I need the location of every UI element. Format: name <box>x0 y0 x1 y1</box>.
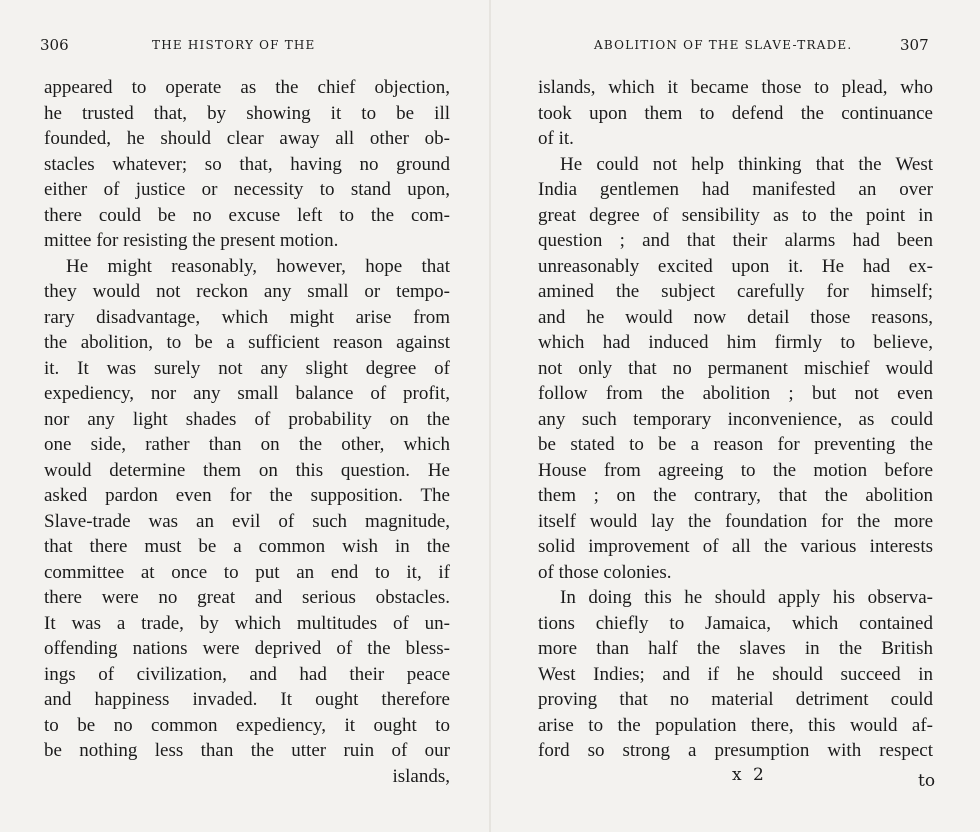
text-line: he trusted that, by showing it to be ill <box>44 102 450 124</box>
text-line: would determine them on this question. He <box>44 459 450 481</box>
text-line: them ; on the contrary, that the abolition <box>538 485 933 506</box>
text-line: ings of civilization, and had their peace <box>44 663 450 685</box>
text-line: arise to the population there, this would af- <box>538 714 933 736</box>
text-line: nor any light shades of probability on the <box>44 408 450 430</box>
text-line: India gentlemen had manifested an over <box>538 179 933 200</box>
text-line: expediency, nor any small balance of profit, <box>44 383 450 404</box>
text-line: question ; and that their alarms had been <box>538 230 933 251</box>
text-line: great degree of sensibility as to the point in <box>538 204 933 226</box>
page-number-left: 306 <box>40 36 69 54</box>
text-line: they would not reckon any small or tempo- <box>44 281 450 302</box>
text-line: unreasonably excited upon it. He had ex- <box>538 255 933 277</box>
text-line: He might reasonably, however, hope that <box>66 255 450 277</box>
text-line: solid improvement of all the various interests <box>538 536 933 557</box>
text-line: it. It was surely not any slight degree of <box>44 357 450 379</box>
text-line: one side, rather than on the other, which <box>44 434 450 455</box>
text-line: follow from the abolition ; but not even <box>538 383 933 404</box>
text-line: either of justice or necessity to stand upon, <box>44 179 450 200</box>
text-line: House from agreeing to the motion before <box>538 459 933 481</box>
text-line: more than half the slaves in the British <box>538 638 933 659</box>
text-line: It was a trade, by which multitudes of un- <box>44 612 450 634</box>
page-number-right: 307 <box>900 36 929 54</box>
text-line: Slave-trade was an evil of such magnitude, <box>44 510 450 532</box>
text-line: founded, he should clear away all other ob- <box>44 128 450 149</box>
text-line: amined the subject carefully for himself; <box>538 281 933 302</box>
text-line: the abolition, to be a sufficient reason against <box>44 332 450 353</box>
right-page-body-text <box>538 75 933 764</box>
text-line: to be no common expediency, it ought to <box>44 714 450 736</box>
text-line: tions chiefly to Jamaica, which contained <box>538 612 933 634</box>
right-page <box>490 0 980 832</box>
text-line: be stated to be a reason for preventing the <box>538 434 933 455</box>
text-line: took upon them to defend the continuance <box>538 102 933 124</box>
text-line: In doing this he should apply his observa- <box>560 587 933 608</box>
text-line: mittee for resisting the present motion. <box>44 230 339 251</box>
text-line: West Indies; and if he should succeed in <box>538 663 933 685</box>
text-line: of it. <box>538 128 574 149</box>
text-line: islands, which it became those to plead, who <box>538 77 933 98</box>
catchword-left: islands, <box>392 765 450 787</box>
left-page-body-text <box>44 75 450 789</box>
text-line: He could not help thinking that the West <box>560 153 933 175</box>
text-line: and happiness invaded. It ought therefore <box>44 689 450 710</box>
text-line: asked pardon even for the supposition. The <box>44 485 450 506</box>
signature-mark: x 2 <box>732 765 767 785</box>
text-line: rary disadvantage, which might arise from <box>44 306 450 328</box>
text-line: offending nations were deprived of the bless- <box>44 638 450 659</box>
text-line: any such temporary inconvenience, as could <box>538 408 933 430</box>
text-line: be nothing less than the utter ruin of our <box>44 740 450 761</box>
text-line: ford so strong a presumption with respect <box>538 740 933 761</box>
running-head-right: ABOLITION OF THE SLAVE-TRADE. <box>594 38 853 52</box>
text-line: appeared to operate as the chief objection, <box>44 77 450 98</box>
text-line: that there must be a common wish in the <box>44 536 450 557</box>
text-line: there could be no excuse left to the com- <box>44 204 450 226</box>
text-line: there were no great and serious obstacles. <box>44 587 450 608</box>
text-line: proving that no material detriment could <box>538 689 933 710</box>
text-line: which had induced him firmly to believe, <box>538 332 933 353</box>
catchword-right: to <box>918 771 936 791</box>
text-line: stacles whatever; so that, having no ground <box>44 153 450 175</box>
running-head-left: THE HISTORY OF THE <box>152 38 316 52</box>
text-line: of those colonies. <box>538 561 672 583</box>
text-line: not only that no permanent mischief would <box>538 357 933 379</box>
text-line: and he would now detail those reasons, <box>538 306 933 328</box>
text-line: itself would lay the foundation for the more <box>538 510 933 532</box>
text-line: committee at once to put an end to it, if <box>44 561 450 583</box>
